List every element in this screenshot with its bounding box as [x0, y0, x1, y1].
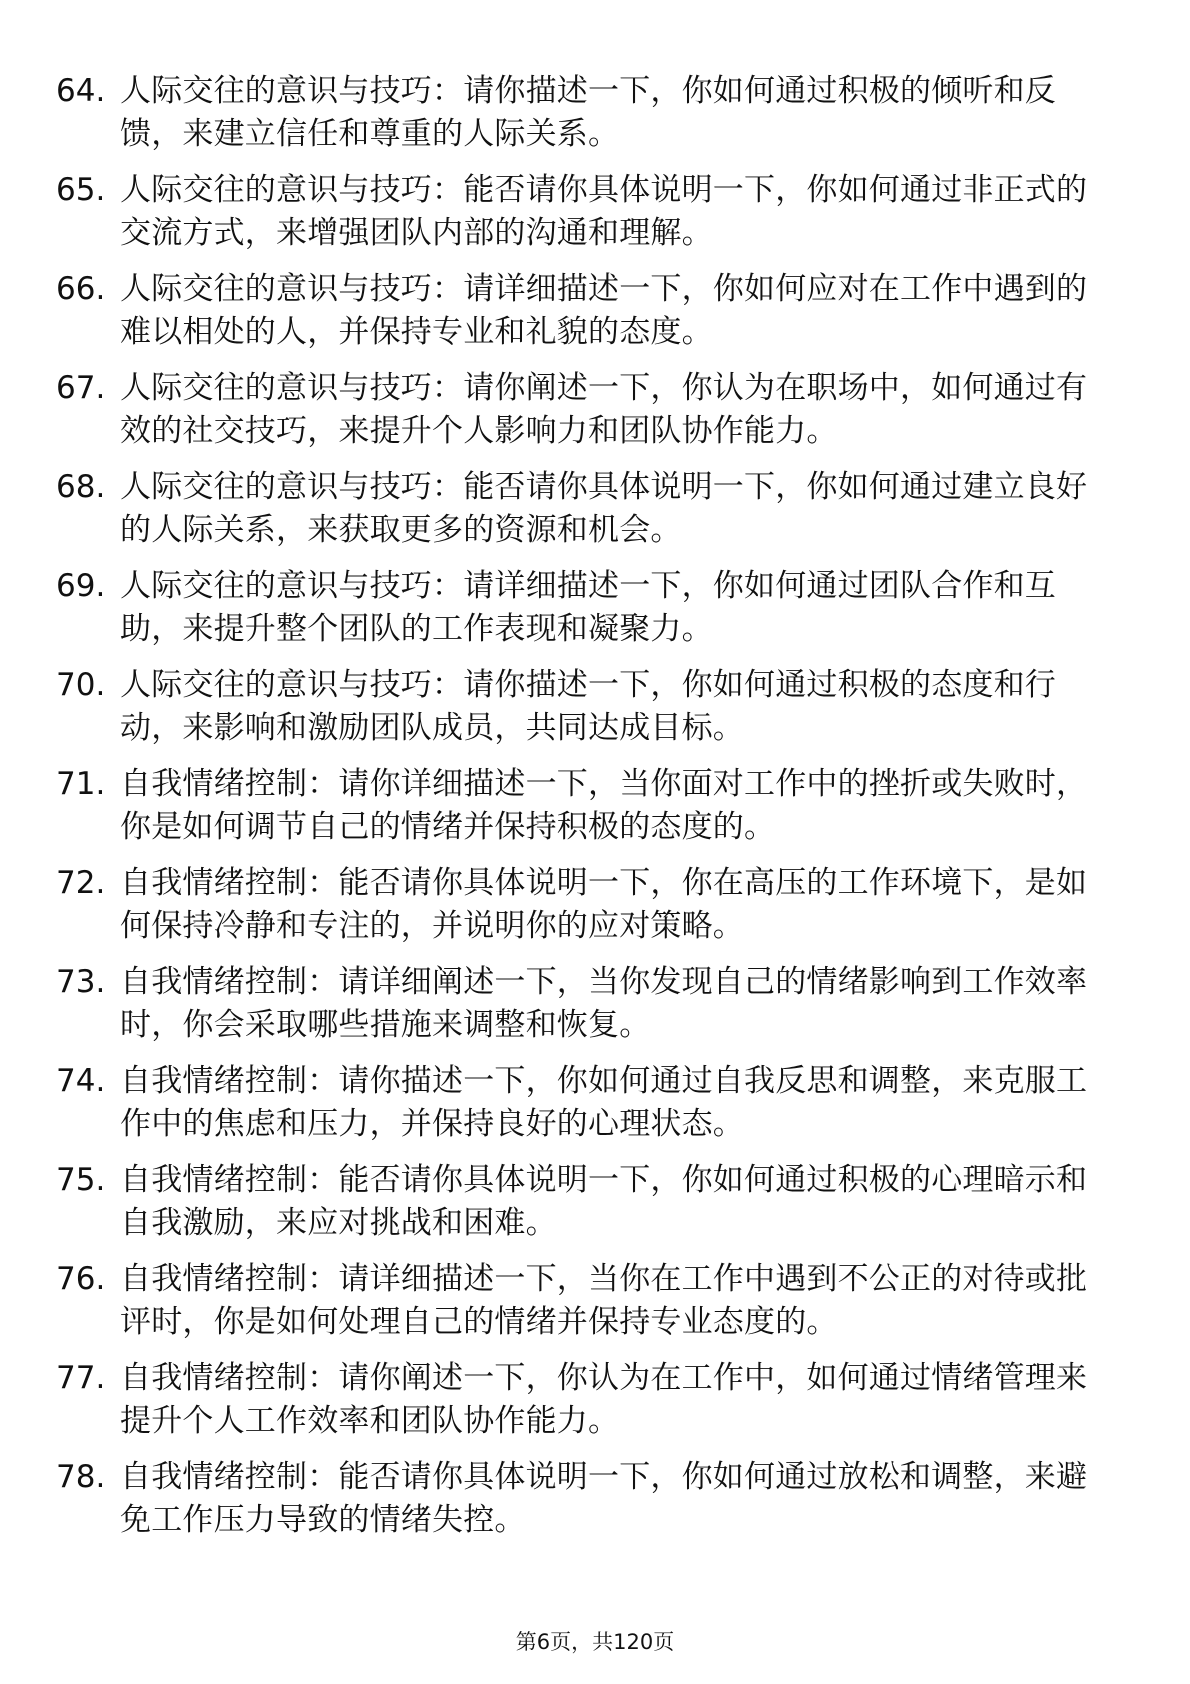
question-text: 人际交往的意识与技巧：能否请你具体说明一下，你如何通过非正式的交流方式，来增强团队内部的沟通和理解。	[120, 172, 1088, 251]
question-item	[56, 268, 1136, 354]
question-number: 67.	[56, 370, 106, 406]
question-number: 75.	[56, 1162, 106, 1198]
question-item	[56, 367, 1136, 453]
question-item	[56, 961, 1136, 1047]
question-item	[56, 1456, 1136, 1542]
question-text: 人际交往的意识与技巧：请详细描述一下，你如何应对在工作中遇到的难以相处的人，并保持专业和礼貌的态度。	[120, 271, 1088, 350]
question-text: 自我情绪控制：请你阐述一下，你认为在工作中，如何通过情绪管理来提升个人工作效率和团队协作能力。	[120, 1360, 1088, 1439]
question-number: 70.	[56, 667, 106, 703]
question-list	[56, 70, 1136, 1555]
page-footer	[0, 1628, 1190, 1656]
question-item	[56, 565, 1136, 651]
question-number: 73.	[56, 964, 106, 1000]
question-item	[56, 763, 1136, 849]
page-indicator: 第6页，共120页	[515, 1630, 675, 1654]
question-number: 72.	[56, 865, 106, 901]
question-item	[56, 1258, 1136, 1344]
question-text: 自我情绪控制：请你描述一下，你如何通过自我反思和调整，来克服工作中的焦虑和压力，并保持良好的心理状态。	[120, 1063, 1088, 1142]
question-item	[56, 1060, 1136, 1146]
question-text: 人际交往的意识与技巧：请详细描述一下，你如何通过团队合作和互助，来提升整个团队的工作表现和凝聚力。	[120, 568, 1056, 647]
question-number: 74.	[56, 1063, 106, 1099]
question-item	[56, 169, 1136, 255]
question-number: 66.	[56, 271, 106, 307]
question-item	[56, 1357, 1136, 1443]
question-number: 69.	[56, 568, 106, 604]
question-text: 人际交往的意识与技巧：请你描述一下，你如何通过积极的倾听和反馈，来建立信任和尊重的人际关系。	[120, 73, 1056, 152]
question-item	[56, 862, 1136, 948]
question-number: 77.	[56, 1360, 106, 1396]
question-text: 自我情绪控制：请详细描述一下，当你在工作中遇到不公正的对待或批评时，你是如何处理自己的情绪并保持专业态度的。	[120, 1261, 1088, 1340]
question-item	[56, 466, 1136, 552]
question-text: 自我情绪控制：请详细阐述一下，当你发现自己的情绪影响到工作效率时，你会采取哪些措施来调整和恢复。	[120, 964, 1088, 1043]
question-item	[56, 70, 1136, 156]
question-number: 71.	[56, 766, 106, 802]
question-text: 自我情绪控制：能否请你具体说明一下，你如何通过放松和调整，来避免工作压力导致的情绪失控。	[120, 1459, 1088, 1538]
question-text: 人际交往的意识与技巧：请你描述一下，你如何通过积极的态度和行动，来影响和激励团队成员，共同达成目标。	[120, 667, 1056, 746]
question-item	[56, 1159, 1136, 1245]
question-number: 76.	[56, 1261, 106, 1297]
question-number: 68.	[56, 469, 106, 505]
question-number: 65.	[56, 172, 106, 208]
question-text: 自我情绪控制：请你详细描述一下，当你面对工作中的挫折或失败时，你是如何调节自己的情绪并保持积极的态度的。	[120, 766, 1088, 845]
question-number: 64.	[56, 73, 106, 109]
question-text: 人际交往的意识与技巧：能否请你具体说明一下，你如何通过建立良好的人际关系，来获取更多的资源和机会。	[120, 469, 1088, 548]
question-text: 自我情绪控制：能否请你具体说明一下，你在高压的工作环境下，是如何保持冷静和专注的，并说明你的应对策略。	[120, 865, 1088, 944]
question-text: 人际交往的意识与技巧：请你阐述一下，你认为在职场中，如何通过有效的社交技巧，来提升个人影响力和团队协作能力。	[120, 370, 1088, 449]
question-item	[56, 664, 1136, 750]
question-number: 78.	[56, 1459, 106, 1495]
question-text: 自我情绪控制：能否请你具体说明一下，你如何通过积极的心理暗示和自我激励，来应对挑战和困难。	[120, 1162, 1088, 1241]
